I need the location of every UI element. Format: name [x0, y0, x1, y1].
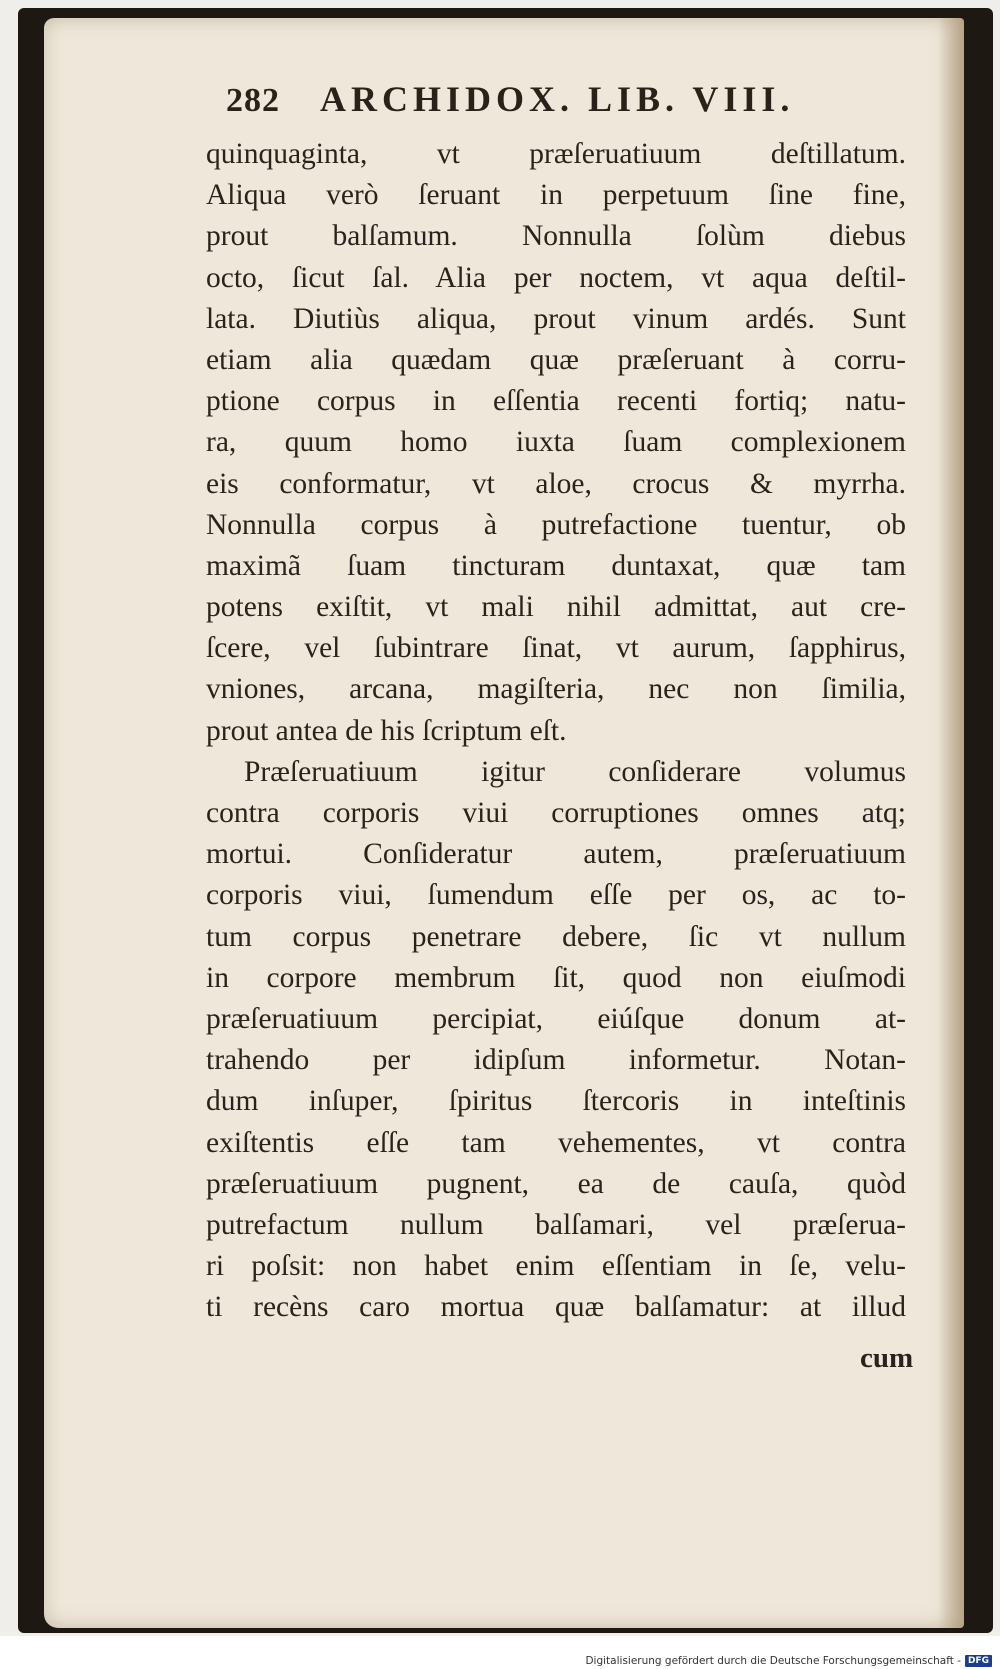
- text-line: lata. Diutiùs aliqua, prout vinum ardés. Sunt: [206, 302, 906, 335]
- text-line: quinquaginta, vt præſeruatiuum deſtillatum.: [206, 138, 906, 170]
- text-line: potens exiſtit, vt mali nihil admittat, aut cre-: [206, 591, 906, 624]
- text-line: prout balſamum. Nonnulla ſolùm diebus: [206, 220, 906, 253]
- text-line: corporis viui, ſumendum eſſe per os, ac to-: [206, 879, 906, 912]
- text-line: præſeruatiuum pugnent, ea de cauſa, quòd: [206, 1167, 906, 1200]
- text-line: ſcere, vel ſubintrare ſinat, vt aurum, ſapphirus,: [206, 632, 906, 665]
- text-line: ti recèns caro mortua quæ balſamatur: at illud: [206, 1291, 906, 1324]
- text-line: prout antea de his ſcriptum eſt.: [206, 714, 567, 747]
- text-line: exiſtentis eſſe tam vehementes, vt contra: [206, 1126, 906, 1159]
- text-line: tum corpus penetrare debere, ſic vt nullum: [206, 920, 906, 953]
- text-line: vniones, arcana, magiſteria, nec non ſimilia,: [206, 673, 906, 706]
- text-line: Præſeruatiuum igitur conſiderare volumus: [244, 755, 906, 788]
- text-line: Nonnulla corpus à putrefactione tuentur, ob: [206, 508, 906, 541]
- text-line: dum inſuper, ſpiritus ſtercoris in inteſtinis: [206, 1085, 906, 1118]
- page-number: 282: [226, 82, 280, 119]
- text-line: ri poſsit: non habet enim eſſentiam in ſe, velu-: [206, 1250, 906, 1283]
- dfg-logo-icon: DFG: [965, 1655, 992, 1667]
- text-line: mortui. Conſideratur autem, præſeruatiuum: [206, 838, 906, 871]
- text-line: eis conformatur, vt aloe, crocus & myrrha.: [206, 467, 906, 500]
- text-line: in corpore membrum ſit, quod non eiuſmodi: [206, 961, 906, 994]
- running-head: ARCHIDOX. LIB. VIII.: [320, 79, 795, 119]
- funding-credit: Digitalisierung gefördert durch die Deutsche Forschungsgemeinschaft -: [585, 1654, 961, 1667]
- text-line: octo, ſicut ſal. Alia per noctem, vt aqua deſtil-: [206, 261, 906, 294]
- page-header: [226, 78, 886, 122]
- text-line: præſeruatiuum percipiat, eiúſque donum at-: [206, 1002, 906, 1035]
- text-line: maximã ſuam tincturam duntaxat, quæ tam: [206, 549, 906, 582]
- text-line: putrefactum nullum balſamari, vel præſerua-: [206, 1208, 906, 1241]
- text-line: contra corporis viui corruptiones omnes atq;: [206, 797, 906, 829]
- catchword: cum: [860, 1342, 914, 1374]
- text-line: Aliqua verò ſeruant in perpetuum ſine fine,: [206, 179, 906, 212]
- page-edge-shadow: [938, 18, 964, 1628]
- text-line: ra, quum homo iuxta ſuam complexionem: [206, 426, 906, 459]
- body-text: [206, 134, 906, 1328]
- text-line: ptione corpus in eſſentia recenti fortiq; natu-: [206, 385, 906, 418]
- text-line: etiam alia quædam quæ præſeruant à corru-: [206, 343, 906, 376]
- text-line: trahendo per idipſum informetur. Notan-: [206, 1044, 906, 1077]
- digitization-footer: [0, 1652, 1000, 1669]
